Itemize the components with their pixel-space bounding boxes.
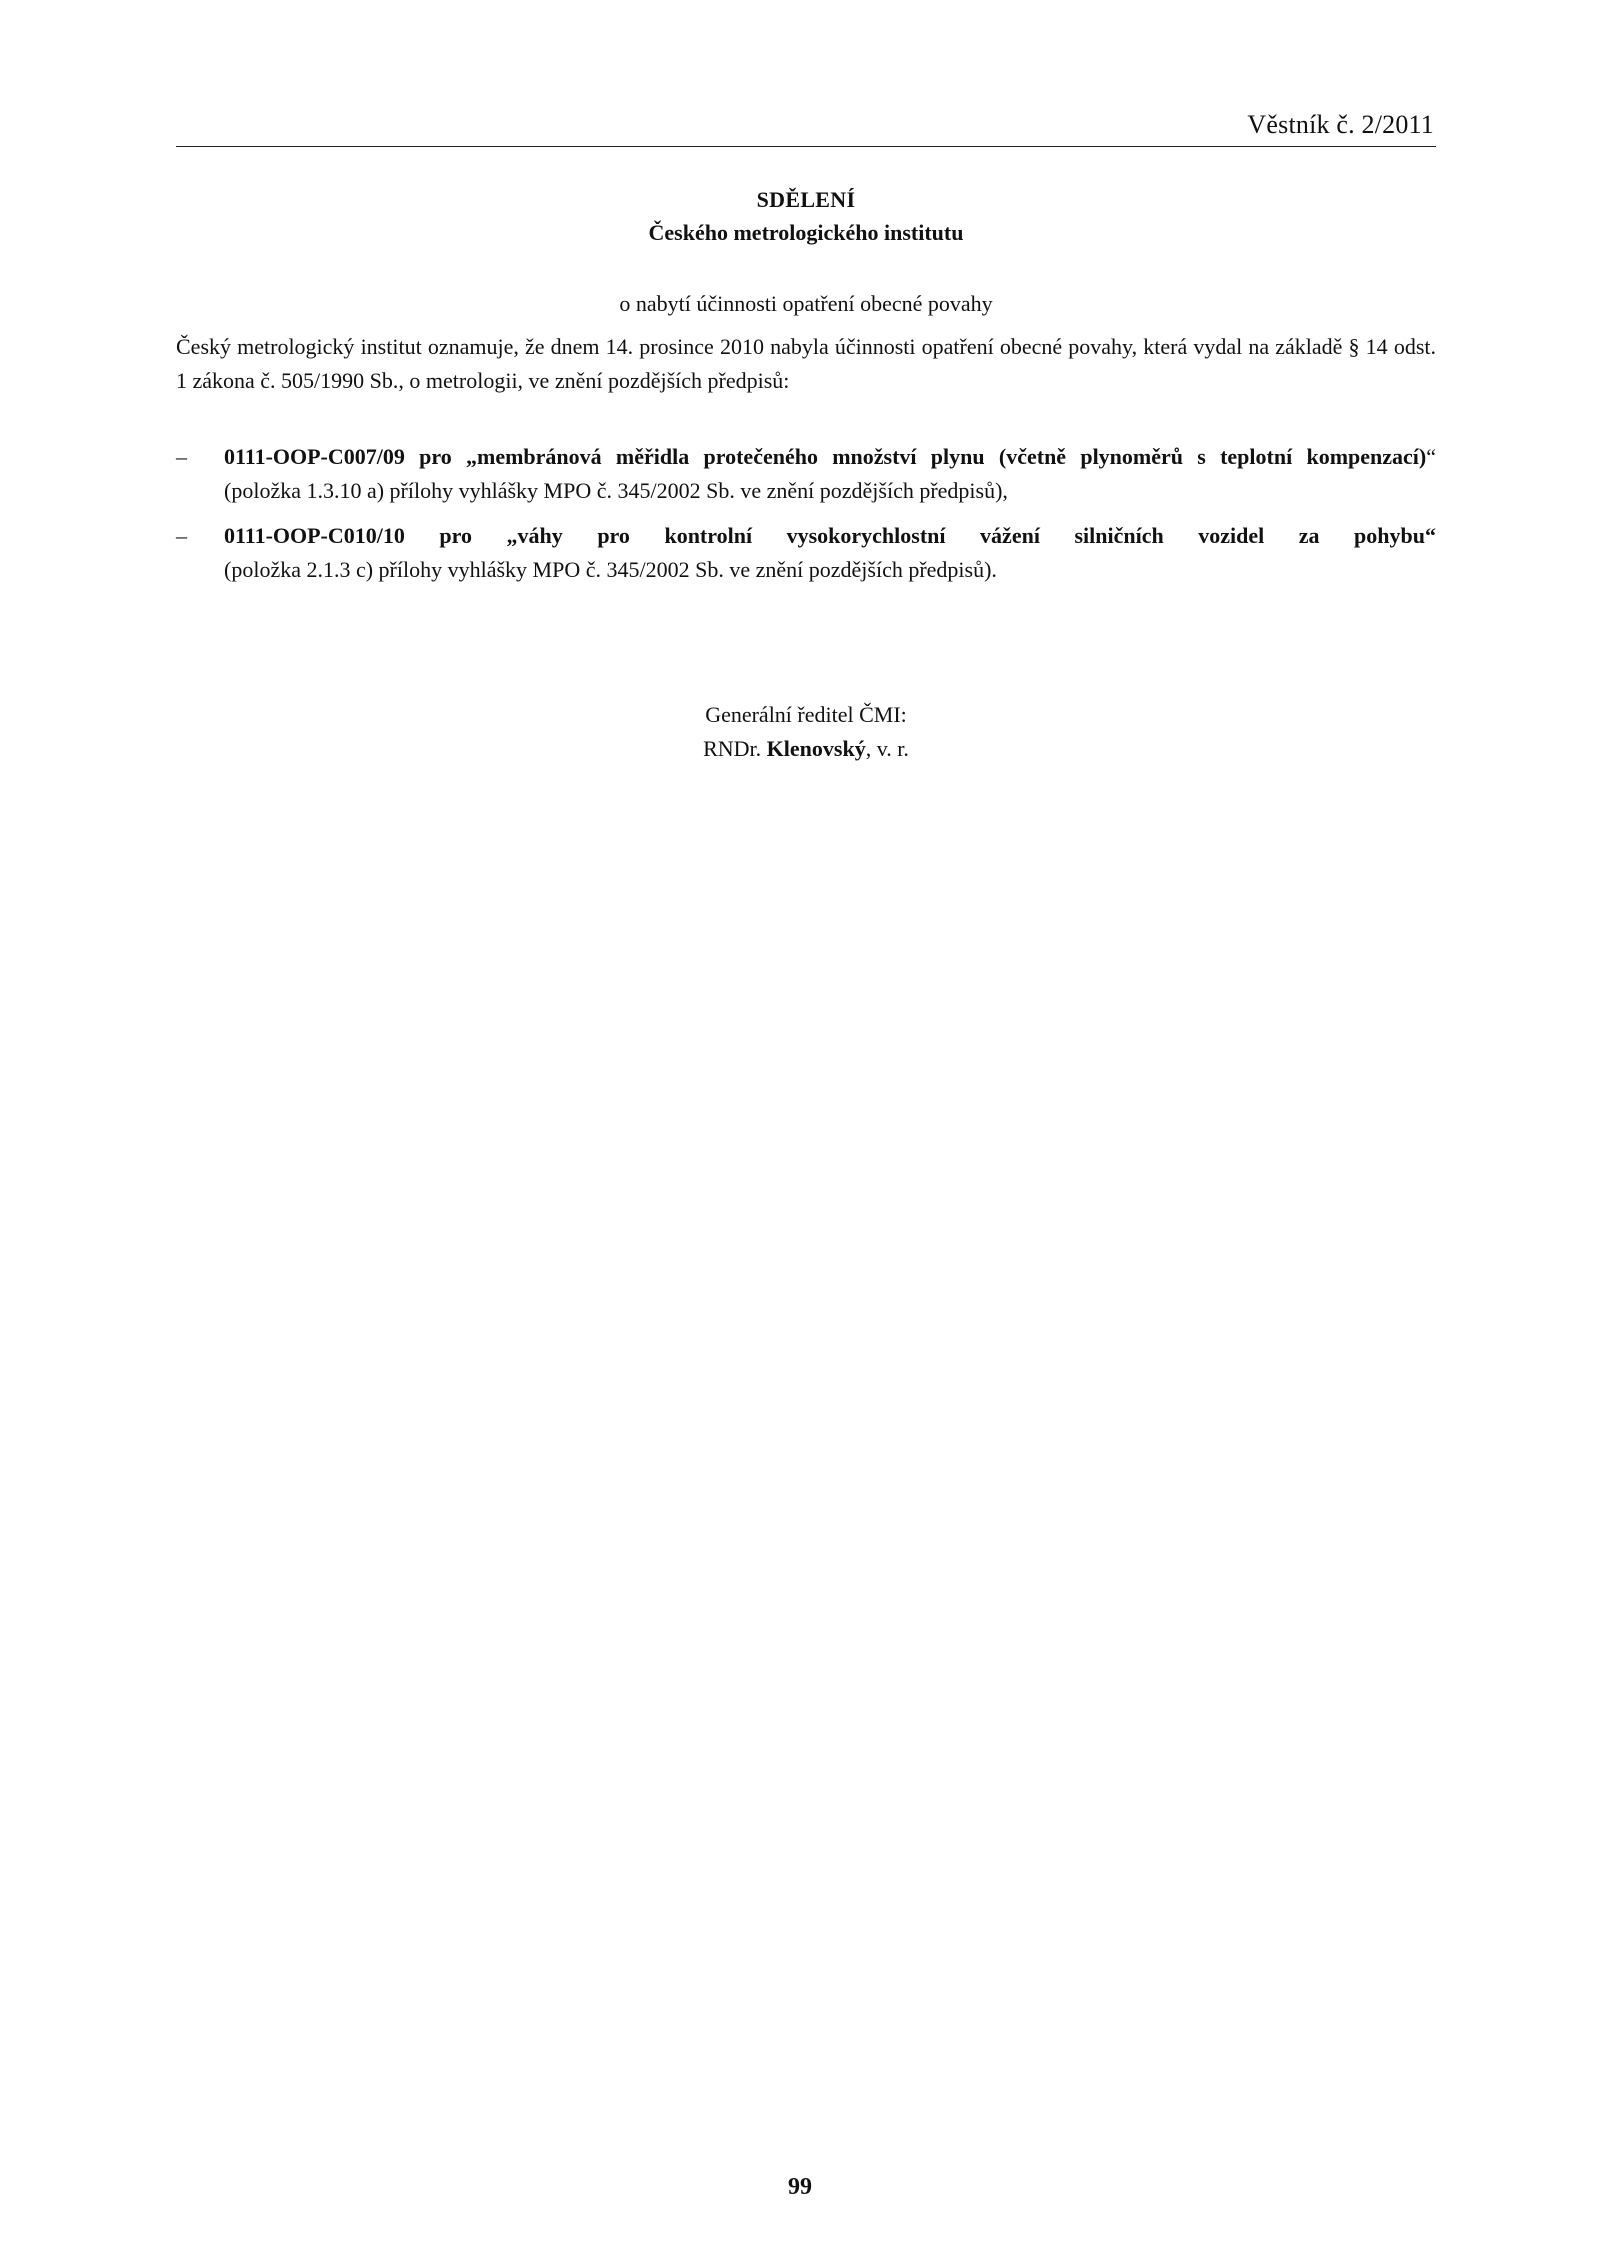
list-item xyxy=(176,519,1436,587)
list-item xyxy=(176,440,1436,508)
list-item-first-line xyxy=(224,519,1436,553)
list-item-first-line xyxy=(224,440,1436,474)
list-dash: – xyxy=(176,523,187,548)
intro-paragraph: Český metrologický institut oznamuje, že dnem 14. prosince 2010 nabyla účinnosti opatření obecné povahy, která vydal na základě § 14 odst. 1 zákona č. 505/1990 Sb., o metrologii, ve znění pozdějších předpisů: xyxy=(176,334,1436,393)
page-number: 99 xyxy=(788,2174,812,2200)
measure-reference: (položka 1.3.10 a) přílohy vyhlášky MPO č. 345/2002 Sb. ve znění pozdějších předpisů), xyxy=(224,478,1008,503)
signatory-title: RNDr. xyxy=(703,736,767,761)
document-topic: o nabytí účinnosti opatření obecné povahy xyxy=(619,291,993,316)
measure-reference: (položka 2.1.3 c) přílohy vyhlášky MPO č. 345/2002 Sb. ve znění pozdějších předpisů). xyxy=(224,557,997,582)
signatory-suffix: , v. r. xyxy=(865,736,909,761)
signatory-name: Klenovský xyxy=(766,736,866,761)
closing-quote: “ xyxy=(1426,444,1436,469)
journal-issue: Věstník č. 2/2011 xyxy=(1247,110,1434,139)
document-title: SDĚLENÍ xyxy=(756,187,856,212)
signature-block xyxy=(176,698,1436,766)
signatory-role: Generální ředitel ČMI: xyxy=(705,702,907,727)
signatory-line xyxy=(176,732,1436,766)
list-dash: – xyxy=(176,444,187,469)
measure-title: 0111-OOP-C007/09 pro „membránová měřidla protečeného množství plynu (včetně plynoměrů s teplotní kompenzací) xyxy=(224,444,1427,469)
title-block xyxy=(176,183,1436,319)
header-divider xyxy=(176,146,1436,147)
measures-list xyxy=(176,440,1436,598)
measure-title: 0111-OOP-C010/10 pro „váhy pro kontrolní vysokorychlostní vážení silničních vozidel za pohybu“ xyxy=(224,523,1436,548)
document-subtitle: Českého metrologického institutu xyxy=(648,220,964,245)
